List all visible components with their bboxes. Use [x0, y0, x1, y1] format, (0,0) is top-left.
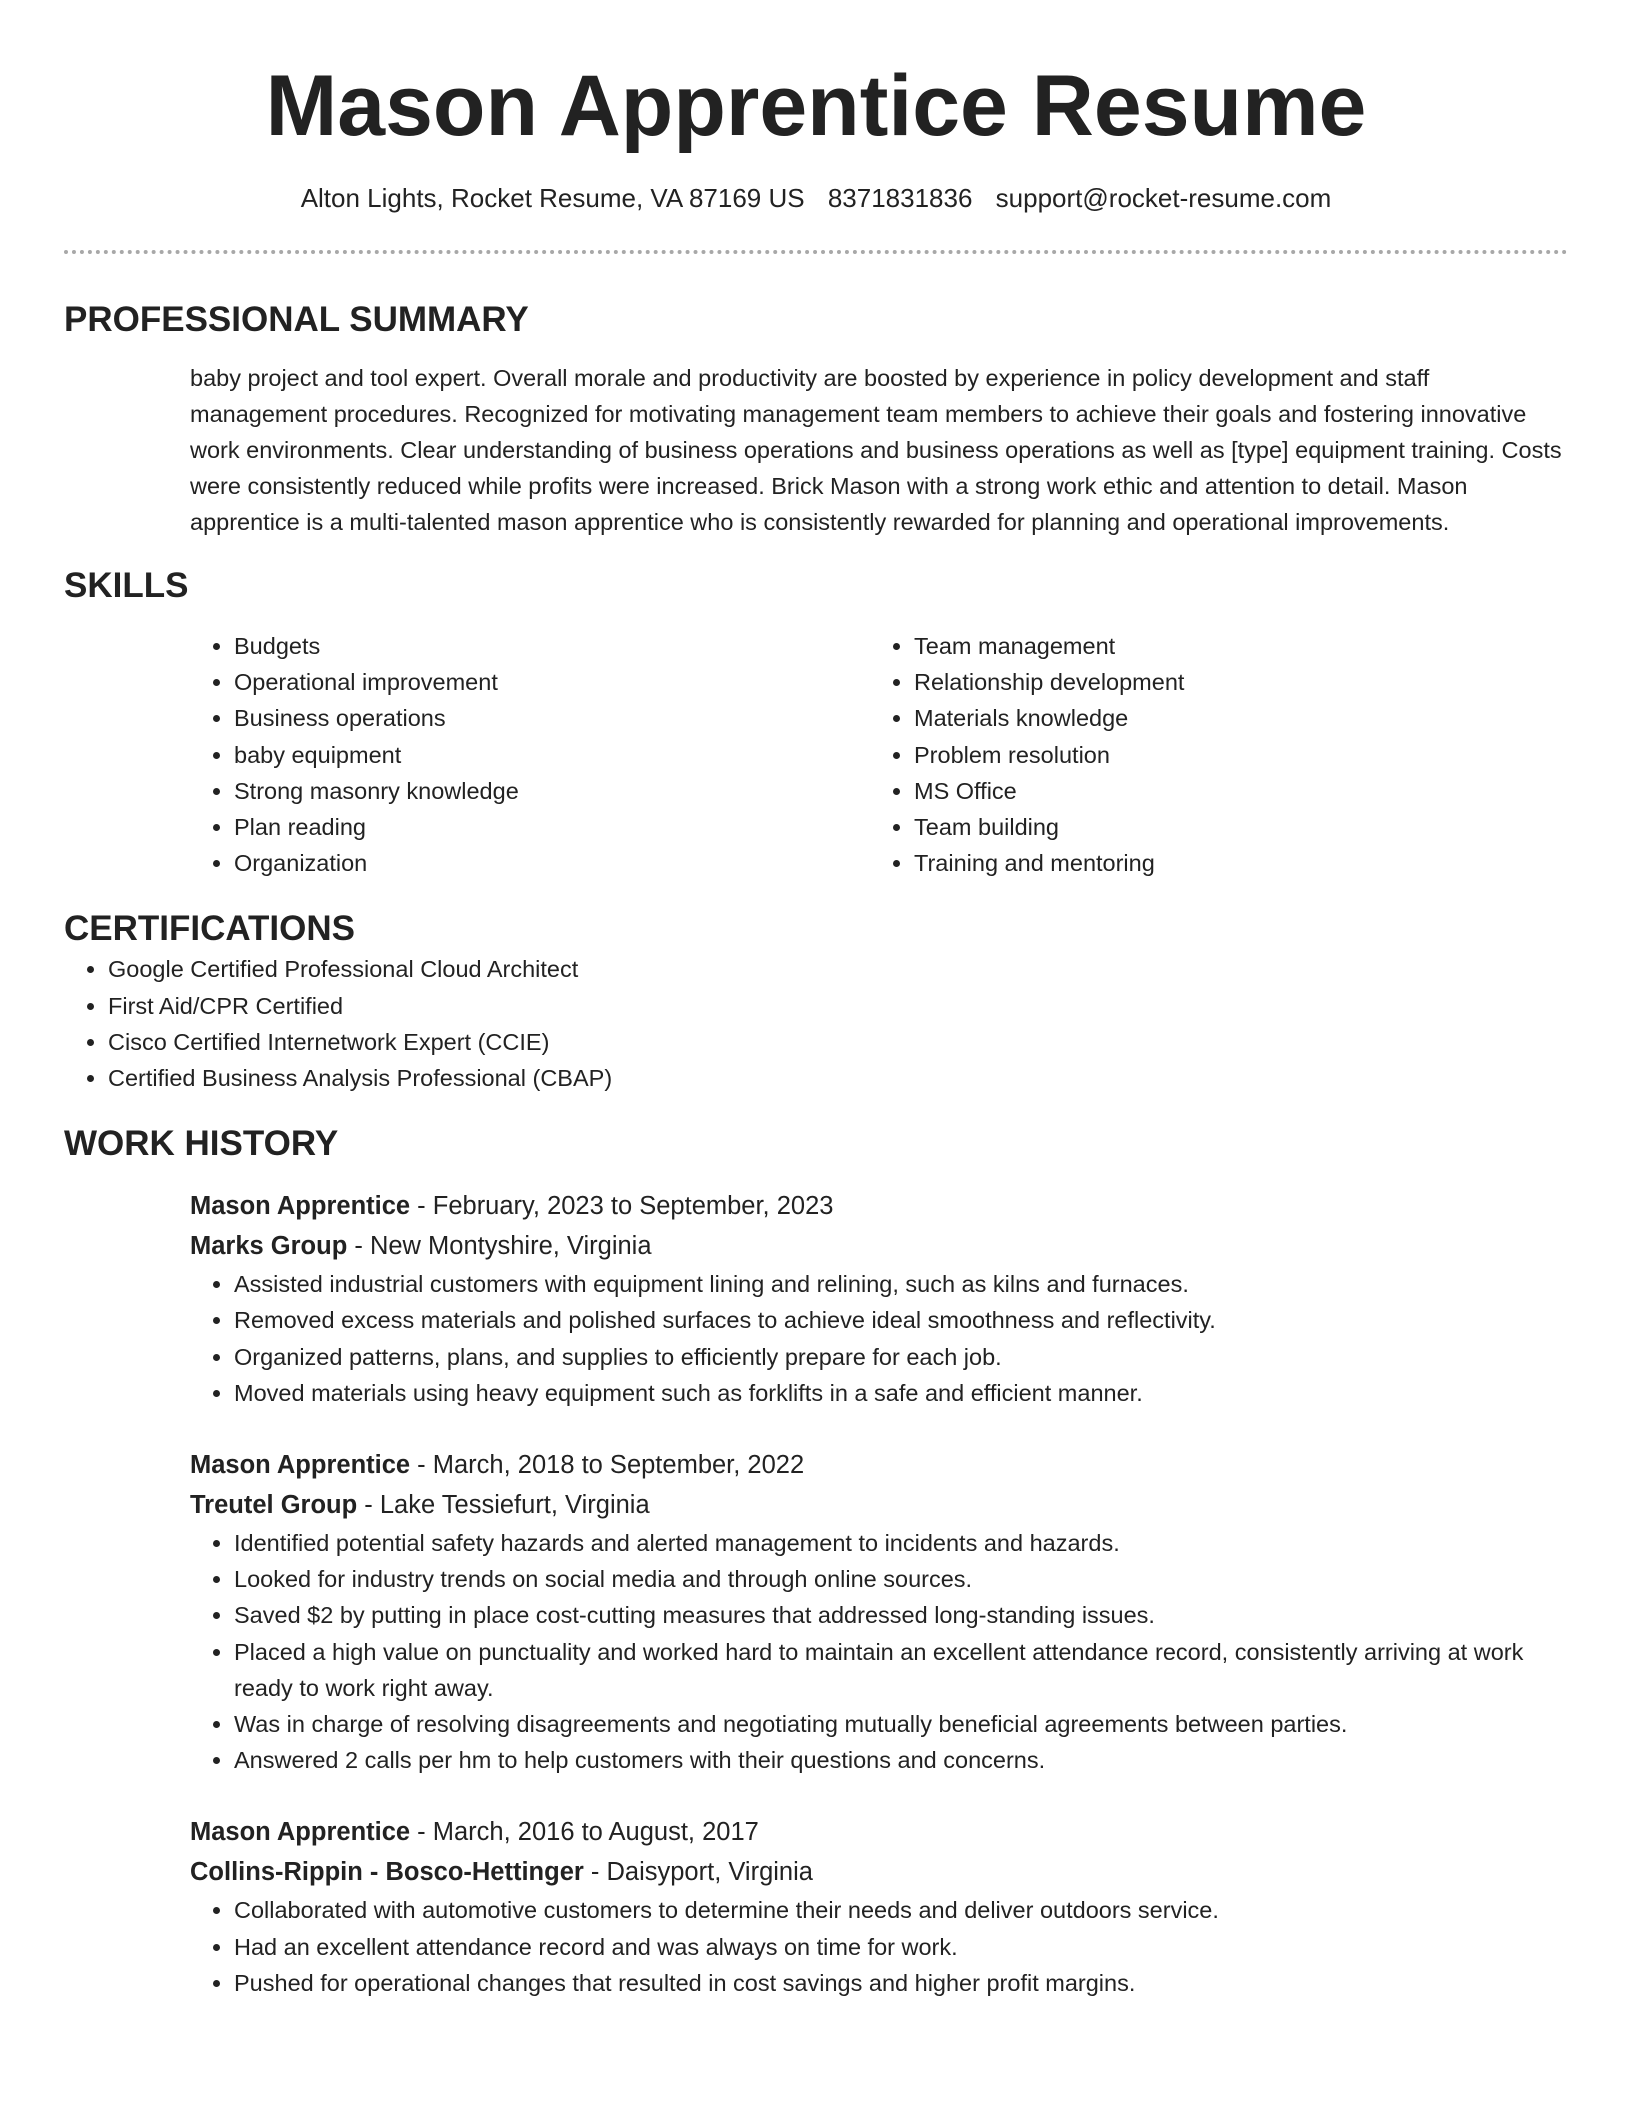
job-duties-list	[190, 1266, 1568, 1411]
resume-title: Mason Apprentice Resume	[265, 58, 1367, 154]
job-company: Marks Group	[190, 1232, 348, 1261]
job-duty: • Had an excellent attendance record and was always on time for work.	[234, 1929, 1568, 1965]
certification-item: • First Aid/CPR Certified	[108, 988, 1568, 1024]
skills-list-left	[190, 628, 870, 881]
resume-page	[64, 0, 1568, 2001]
skill-item: • baby equipment	[234, 737, 870, 773]
job-title: Mason Apprentice	[190, 1192, 411, 1221]
job-duty: • Identified potential safety hazards and alerted management to incidents and hazards.	[234, 1525, 1568, 1561]
summary-heading: PROFESSIONAL SUMMARY	[64, 300, 529, 339]
skill-item: • Organization	[234, 845, 870, 881]
job-title: Mason Apprentice	[190, 1818, 411, 1847]
skill-item: • Plan reading	[234, 809, 870, 845]
skill-item: • Materials knowledge	[914, 700, 1550, 736]
job-duty: • Looked for industry trends on social media and through online sources.	[234, 1561, 1568, 1597]
job-duty: • Was in charge of resolving disagreements and negotiating mutually beneficial agreements between parties.	[234, 1706, 1568, 1742]
contact-address: Alton Lights, Rocket Resume, VA 87169 US	[300, 183, 805, 213]
job-duty: • Placed a high value on punctuality and worked hard to maintain an excellent attendance record, consistently arriving at work ready to work right away.	[234, 1634, 1568, 1706]
skill-item: • Strong masonry knowledge	[234, 773, 870, 809]
skills-column-right	[870, 628, 1550, 881]
certification-item: • Cisco Certified Internetwork Expert (CCIE)	[108, 1024, 1568, 1060]
skill-item: • Team building	[914, 809, 1550, 845]
job-duty: • Moved materials using heavy equipment such as forklifts in a safe and efficient manner.	[234, 1375, 1568, 1411]
skills-column-left	[190, 628, 870, 881]
skills-grid	[190, 628, 1568, 881]
job-location: - Lake Tessiefurt, Virginia	[357, 1491, 650, 1520]
job-duty: • Assisted industrial customers with equipment lining and relining, such as kilns and furnaces.	[234, 1266, 1568, 1302]
job-dates: - March, 2016 to August, 2017	[410, 1818, 759, 1847]
certifications-list	[64, 951, 1568, 1096]
job-duty: • Saved $2 by putting in place cost-cutting measures that addressed long-standing issues.	[234, 1597, 1568, 1633]
job-entry	[190, 1812, 1568, 2001]
job-duty: • Answered 2 calls per hm to help customers with their questions and concerns.	[234, 1742, 1568, 1778]
job-duties-list	[190, 1525, 1568, 1778]
skill-item: • Team management	[914, 628, 1550, 664]
certification-item: • Certified Business Analysis Professional (CBAP)	[108, 1060, 1568, 1096]
header-divider	[64, 250, 1568, 254]
skill-item: • Business operations	[234, 700, 870, 736]
skill-item: • Training and mentoring	[914, 845, 1550, 881]
work-history-heading: WORK HISTORY	[64, 1124, 339, 1164]
job-duty: • Pushed for operational changes that resulted in cost savings and higher profit margins.	[234, 1965, 1568, 2001]
summary-text: baby project and tool expert. Overall morale and productivity are boosted by experience in policy development and staff management procedures. Recognized for motivating management team members to achieve their goals and fostering innovative work environments. Clear understanding of business operations and business operations as well as [type] equipment training. Costs were consistently reduced while profits were increased. Brick Mason with a strong work ethic and attention to detail. Mason apprentice is a multi-talented mason apprentice who is consistently rewarded for planning and operational improvements.	[190, 365, 1562, 535]
job-title-line	[190, 1445, 1568, 1485]
job-title-line	[190, 1186, 1568, 1226]
job-company: Treutel Group	[190, 1491, 358, 1520]
job-company: Collins-Rippin - Bosco-Hettinger	[190, 1858, 584, 1887]
skills-heading: SKILLS	[64, 566, 189, 605]
skill-item: • Problem resolution	[914, 737, 1550, 773]
skill-item: • Relationship development	[914, 664, 1550, 700]
job-title-line	[190, 1812, 1568, 1852]
job-title: Mason Apprentice	[190, 1451, 411, 1480]
contact-phone: 8371831836	[827, 183, 973, 213]
job-location: - New Montyshire, Virginia	[347, 1232, 652, 1261]
skill-item: • Operational improvement	[234, 664, 870, 700]
contact-email: support@rocket-resume.com	[995, 183, 1332, 213]
job-entry	[190, 1445, 1568, 1778]
skill-item: • MS Office	[914, 773, 1550, 809]
job-company-line	[190, 1852, 1568, 1892]
job-company-line	[190, 1485, 1568, 1525]
job-duties-list	[190, 1892, 1568, 2001]
job-dates: - March, 2018 to September, 2022	[410, 1451, 805, 1480]
job-dates: - February, 2023 to September, 2023	[410, 1192, 834, 1221]
contact-line	[64, 182, 1568, 214]
job-duty: • Collaborated with automotive customers to determine their needs and deliver outdoors service.	[234, 1892, 1568, 1928]
job-duty: • Organized patterns, plans, and supplies to efficiently prepare for each job.	[234, 1339, 1568, 1375]
certification-item: • Google Certified Professional Cloud Architect	[108, 951, 1568, 987]
job-duty: • Removed excess materials and polished surfaces to achieve ideal smoothness and reflectivity.	[234, 1302, 1568, 1338]
skills-list-right	[870, 628, 1550, 881]
skill-item: • Budgets	[234, 628, 870, 664]
job-entry	[190, 1186, 1568, 1411]
certifications-heading: CERTIFICATIONS	[64, 909, 356, 949]
job-location: - Daisyport, Virginia	[583, 1858, 813, 1887]
job-company-line	[190, 1226, 1568, 1266]
